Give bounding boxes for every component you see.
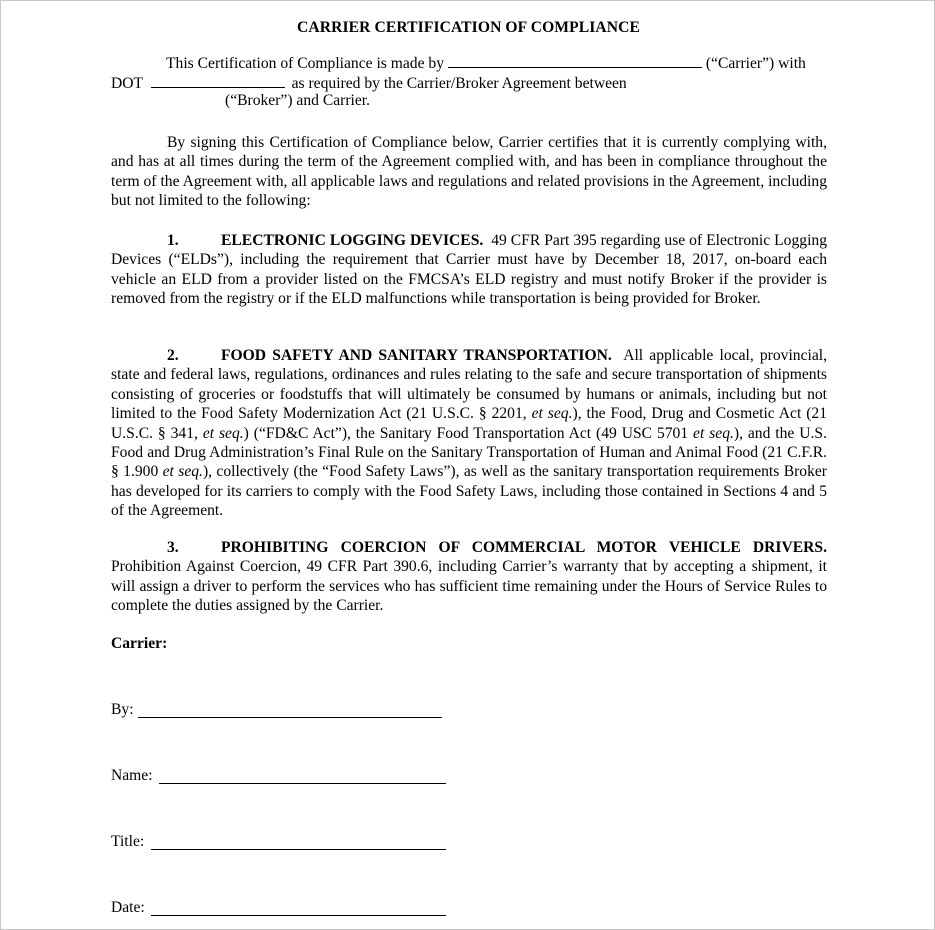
intro-line-3: [225, 92, 370, 110]
intro-text-dot: DOT: [111, 75, 143, 92]
preamble-paragraph: [111, 133, 827, 211]
title-signature-line[interactable]: [151, 849, 446, 850]
name-label: Name:: [111, 767, 153, 784]
preamble-text: By signing this Certification of Compliance below, Carrier certifies that it is currently complying with, and has at all times during the term of the Agreement complied with, and has been in compliance throughout the term of the Agreement with, all applicable laws and regulations and related provisions in the Agreement, including but not limited to the following:: [111, 134, 827, 210]
carrier-name-blank[interactable]: [448, 53, 702, 68]
section-1: [111, 231, 827, 309]
title-label: Title:: [111, 833, 145, 850]
date-signature-line[interactable]: [151, 915, 446, 916]
section-1-number: 1.: [167, 232, 179, 249]
by-signature-line[interactable]: [138, 717, 442, 718]
section-2-number: 2.: [167, 347, 179, 364]
section-2-et-seq-1: et seq.: [531, 405, 573, 423]
intro-line-1: [166, 53, 806, 73]
section-2-body-d: ), and the U.S. Food and Drug Administration’s Final Rule on the Sanitary Transportation of Human and Animal Food (21 C.F.R. § 1.900: [111, 424, 827, 481]
section-3-heading: PROHIBITING COERCION OF COMMERCIAL MOTOR VEHICLE DRIVERS.: [221, 539, 827, 556]
intro-text-agreement: as required by the Carrier/Broker Agreement between: [291, 75, 627, 92]
intro-text-carrier-with: (“Carrier”) with: [705, 55, 806, 72]
section-2-et-seq-3: et seq.: [693, 424, 734, 442]
carrier-label: Carrier:: [111, 635, 168, 652]
document-title: CARRIER CERTIFICATION OF COMPLIANCE: [297, 19, 640, 36]
section-1-body: 49 CFR Part 395 regarding use of Electronic Logging Devices (“ELDs”), including the requirement that Carrier must have by December 18, 2017, on-board each vehicle an ELD from a provider listed on the FMCSA’s ELD registry and must notify Broker if the provider is removed from the registry or if the ELD malfunctions while transportation is being provided for Broker.: [111, 232, 827, 308]
intro-line-2: [111, 73, 627, 93]
section-2-body-b: ), the Food, Drug and Cosmetic Act (21 U.S.C. § 341,: [111, 405, 827, 442]
section-2-heading: FOOD SAFETY AND SANITARY TRANSPORTATION.: [221, 347, 612, 364]
intro-text-broker: (“Broker”) and Carrier.: [225, 92, 371, 109]
intro-text-made-by: This Certification of Compliance is made by: [166, 55, 445, 72]
section-3: [111, 538, 827, 616]
dot-number-blank[interactable]: [151, 73, 285, 88]
name-signature-line[interactable]: [159, 783, 446, 784]
section-2-et-seq-4: et seq.: [162, 463, 203, 481]
date-label: Date:: [111, 899, 145, 916]
by-label: By:: [111, 701, 134, 718]
section-2-body-c: ) (“FD&C Act”), the Sanitary Food Transportation Act (49 USC 5701: [243, 424, 689, 442]
section-3-number: 3.: [167, 539, 179, 556]
section-2-body-e: ), collectively (the “Food Safety Laws”), as well as the sanitary transportation requirements Broker has developed for its carriers to comply with the Food Safety Laws, including those contained in Sections 4 and 5 of the Agreement.: [111, 463, 828, 520]
section-2-body-a: All applicable local, provincial, state and federal laws, regulations, ordinances and rules relating to the safe and secure transportation of shipments consisting of groceries or foodstuffs that will ultimately be consumed by humans or animals, including but not limited to the Food Safety Modernization Act (21 U.S.C. § 2201,: [111, 347, 827, 423]
section-2: [111, 346, 827, 521]
section-1-heading: ELECTRONIC LOGGING DEVICES.: [221, 232, 484, 249]
section-3-body: Prohibition Against Coercion, 49 CFR Part 390.6, including Carrier’s warranty that by accepting a shipment, it will assign a driver to perform the services who has sufficient time remaining under the Hours of Service Rules to complete the duties assigned by the Carrier.: [111, 558, 827, 615]
section-2-et-seq-2: et seq.: [202, 424, 244, 442]
